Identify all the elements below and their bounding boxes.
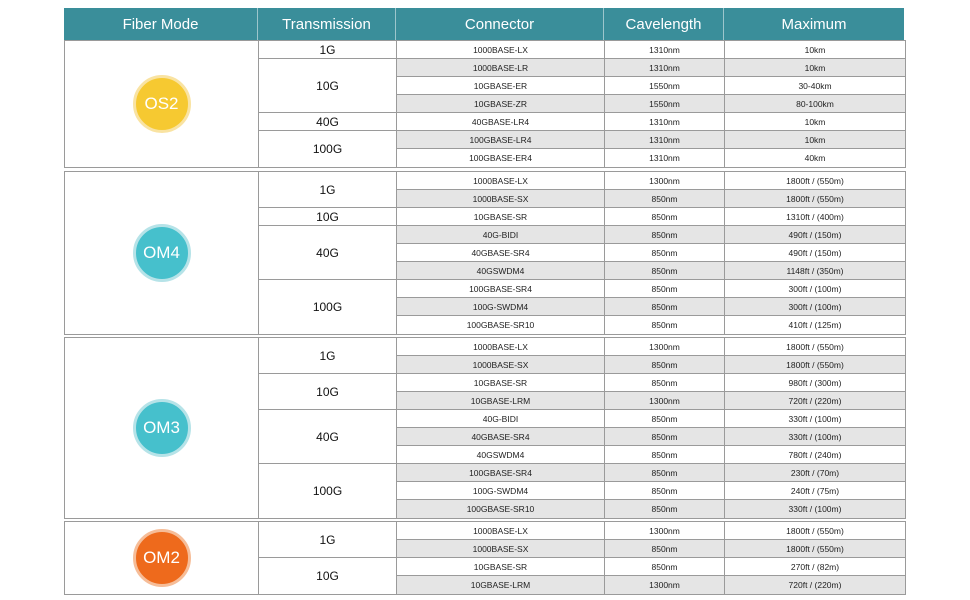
connector-cell: 100G-SWDM4 [397,298,605,315]
connector-cell: 100GBASE-ER4 [397,149,605,167]
transmission-cell: 1G [259,522,397,558]
wavelength-cell: 1300nm [605,576,725,594]
table-row [397,172,905,190]
maximum-cell: 1800ft / (550m) [786,543,844,554]
wavelength-cell: 1550nm [605,77,725,94]
wavelength-cell: 1300nm [605,172,725,189]
maximum-cell: 300ft / (100m) [788,301,842,312]
connector-cell: 100GBASE-SR4 [397,464,605,481]
table-row [397,316,905,334]
table-row [397,95,905,113]
table-row [397,298,905,316]
maximum-cell: 40km [804,153,826,163]
connector-cell: 10GBASE-LRM [397,576,605,594]
fiber-mode-badge: OM2 [133,529,191,587]
table-row [397,244,905,262]
connector-cell: 1000BASE-LX [397,41,605,58]
table-row [397,410,905,428]
wavelength-cell: 850nm [605,558,725,575]
header-maximum: Maximum [724,8,904,40]
table-row [397,262,905,280]
fiber-mode-badge: OS2 [133,75,191,133]
maximum-cell: 330ft / (100m) [788,431,842,442]
connector-cell: 1000BASE-LX [397,338,605,355]
connector-cell: 1000BASE-LX [397,172,605,189]
transmission-cell: 10G [259,374,397,410]
table-row [397,149,905,167]
transmission-cell: 1G [259,172,397,208]
connector-cell: 100GBASE-SR10 [397,500,605,518]
connector-cell: 1000BASE-LR [397,59,605,76]
table-row [397,131,905,149]
transmission-cell: 40G [259,113,397,131]
maximum-cell: 1310ft / (400m) [786,211,844,222]
connector-cell: 100G-SWDM4 [397,482,605,499]
connector-cell: 40G-BIDI [397,410,605,427]
table-row [397,540,905,558]
table-row [397,446,905,464]
table-row [397,374,905,392]
table-row [397,338,905,356]
connector-cell: 1000BASE-SX [397,356,605,373]
table-row [397,41,905,59]
table-row [397,522,905,540]
connector-cell: 100GBASE-SR4 [397,280,605,297]
table-row [397,558,905,576]
wavelength-cell: 850nm [605,446,725,463]
wavelength-cell: 850nm [605,428,725,445]
wavelength-cell: 1300nm [605,392,725,409]
maximum-cell: 1800ft / (550m) [786,341,844,352]
transmission-cell: 1G [259,338,397,374]
maximum-cell: 80-100km [796,98,834,109]
maximum-cell: 10km [804,62,826,73]
transmission-cell: 40G [259,410,397,464]
connector-cell: 40GBASE-SR4 [397,428,605,445]
wavelength-cell: 850nm [605,244,725,261]
maximum-cell: 720ft / (220m) [788,580,842,590]
wavelength-cell: 1550nm [605,95,725,112]
transmission-cell: 10G [259,558,397,594]
maximum-cell: 780ft / (240m) [788,449,842,460]
maximum-cell: 980ft / (300m) [788,377,842,388]
wavelength-cell: 850nm [605,464,725,481]
table-row [397,464,905,482]
table-row [397,208,905,226]
maximum-cell: 1800ft / (550m) [786,175,844,186]
transmission-cell: 10G [259,208,397,226]
fiber-mode-cell [65,172,259,334]
wavelength-cell: 850nm [605,410,725,427]
fiber-mode-cell [65,522,259,594]
maximum-cell: 490ft / (150m) [788,247,842,258]
wavelength-cell: 1310nm [605,113,725,130]
connector-cell: 1000BASE-SX [397,540,605,557]
connector-cell: 10GBASE-SR [397,558,605,575]
connector-cell: 40G-BIDI [397,226,605,243]
wavelength-cell: 850nm [605,208,725,225]
wavelength-cell: 1310nm [605,149,725,167]
wavelength-cell: 850nm [605,500,725,518]
wavelength-cell: 850nm [605,482,725,499]
maximum-cell: 10km [804,44,826,55]
transmission-cell: 10G [259,59,397,113]
maximum-cell: 240ft / (75m) [790,485,840,496]
wavelength-cell: 850nm [605,316,725,334]
connector-cell: 10GBASE-ZR [397,95,605,112]
wavelength-cell: 850nm [605,374,725,391]
header-cavelength: Cavelength [604,8,724,40]
maximum-cell: 490ft / (150m) [788,229,842,240]
wavelength-cell: 850nm [605,190,725,207]
wavelength-cell: 850nm [605,356,725,373]
transmission-cell: 1G [259,41,397,59]
table-row [397,482,905,500]
connector-cell: 1000BASE-LX [397,522,605,539]
table-row [397,113,905,131]
maximum-cell: 720ft / (220m) [788,395,842,406]
fiber-block-om2 [64,521,906,595]
wavelength-cell: 1310nm [605,131,725,148]
table-row [397,428,905,446]
maximum-cell: 30-40km [798,80,832,91]
header-transmission: Transmission [258,8,396,40]
header-fiber-mode: Fiber Mode [64,8,258,40]
header-connector: Connector [396,8,604,40]
maximum-cell: 230ft / (70m) [790,467,840,478]
connector-cell: 40GBASE-LR4 [397,113,605,130]
maximum-cell: 270ft / (82m) [790,561,840,572]
table-row [397,500,905,518]
maximum-cell: 410ft / (125m) [788,320,842,330]
connector-cell: 10GBASE-SR [397,374,605,391]
maximum-cell: 330ft / (100m) [788,413,842,424]
table-row [397,77,905,95]
connector-cell: 1000BASE-SX [397,190,605,207]
maximum-cell: 1800ft / (550m) [786,193,844,204]
fiber-mode-badge: OM4 [133,224,191,282]
maximum-cell: 1148ft / (350m) [786,265,844,276]
table-row [397,356,905,374]
wavelength-cell: 1310nm [605,41,725,58]
wavelength-cell: 850nm [605,280,725,297]
connector-cell: 40GSWDM4 [397,446,605,463]
table-row [397,392,905,410]
connector-cell: 40GBASE-SR4 [397,244,605,261]
wavelength-cell: 850nm [605,226,725,243]
wavelength-cell: 1300nm [605,522,725,539]
transmission-cell: 100G [259,280,397,334]
maximum-cell: 1800ft / (550m) [786,525,844,536]
table-row [397,280,905,298]
table-row [397,226,905,244]
table-row [397,59,905,77]
maximum-cell: 10km [804,134,826,145]
wavelength-cell: 850nm [605,262,725,279]
maximum-cell: 1800ft / (550m) [786,359,844,370]
fiber-block-om3 [64,337,906,519]
table-row [397,190,905,208]
table-row [397,576,905,594]
connector-cell: 100GBASE-LR4 [397,131,605,148]
fiber-mode-cell [65,338,259,518]
transmission-cell: 100G [259,131,397,167]
maximum-cell: 10km [804,116,826,127]
connector-cell: 40GSWDM4 [397,262,605,279]
wavelength-cell: 850nm [605,298,725,315]
maximum-cell: 330ft / (100m) [788,504,842,514]
fiber-block-om4 [64,171,906,335]
connector-cell: 10GBASE-LRM [397,392,605,409]
transmission-cell: 40G [259,226,397,280]
connector-cell: 100GBASE-SR10 [397,316,605,334]
maximum-cell: 300ft / (100m) [788,283,842,294]
connector-cell: 10GBASE-SR [397,208,605,225]
fiber-mode-cell [65,41,259,167]
wavelength-cell: 1310nm [605,59,725,76]
table-header [64,8,904,40]
fiber-mode-badge: OM3 [133,399,191,457]
transmission-cell: 100G [259,464,397,518]
connector-cell: 10GBASE-ER [397,77,605,94]
wavelength-cell: 850nm [605,540,725,557]
wavelength-cell: 1300nm [605,338,725,355]
fiber-block-os2 [64,40,906,168]
